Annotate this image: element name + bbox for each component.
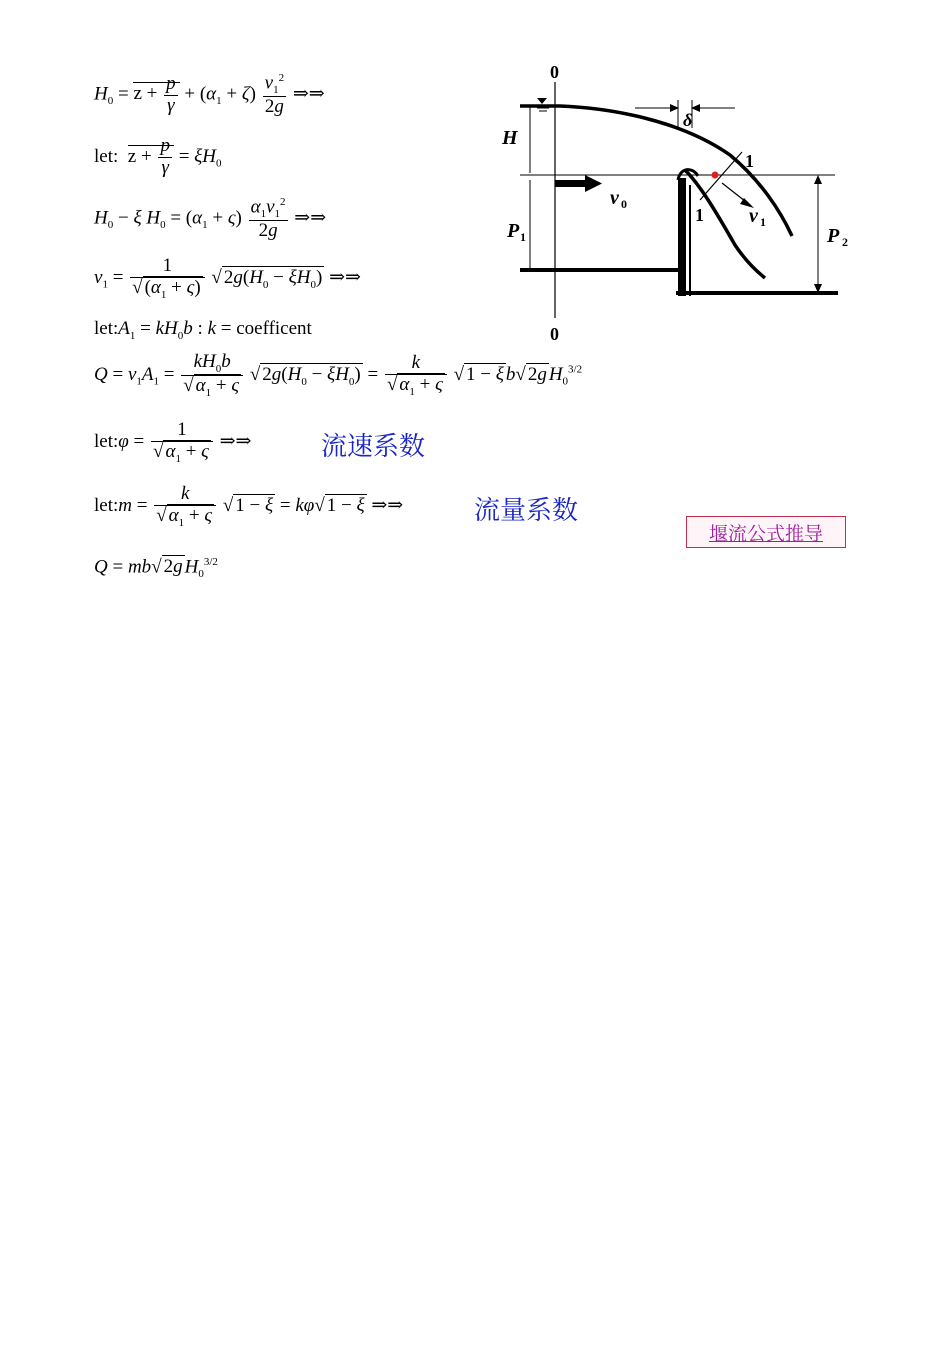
datum-bottom-label: 0: [550, 324, 559, 344]
flow-velocity-coefficient-label: 流速系数: [321, 432, 426, 462]
equation-let-area: $let:A_1 = kH_0b$ : k = coefficent: [94, 318, 312, 342]
section-point: [712, 172, 719, 179]
weir-thickness-label: δ: [683, 110, 693, 130]
weir-formula-derivation-link[interactable]: 堰流公式推导: [686, 516, 846, 548]
weir-plate: [678, 178, 686, 296]
upstream-height-label: P: [507, 220, 520, 242]
discharge-coefficient-label: 流量系数: [474, 496, 579, 526]
downstream-height-sub: 2: [842, 235, 848, 249]
equation-discharge-derivation: $Q = v_1A_1$ = $\frac{kH_0b}{√ \alpha_1 + \varsigma}$ √ $2g(H_0 - \xi H_0)$ = $\frac{k}{√ \alpha_1 + \varsigma}$ √ 1 − ξ b√ 2g $H_0^{3/2}$: [94, 351, 583, 399]
upstream-height-sub: 1: [520, 230, 526, 244]
section-velocity-sub: 1: [760, 215, 766, 229]
approach-velocity-label: v: [610, 187, 619, 209]
head-label: H: [502, 127, 518, 149]
section-velocity-label: v: [749, 205, 758, 227]
water-level-symbol: [537, 98, 547, 104]
equation-head-balance: $H_0 - \xi$ $H_0 = (\alpha_1 + \varsigma)$ $\frac{\alpha_1v_1^2}{2g}$ ⇒⇒: [94, 196, 327, 242]
section-top-label: 1: [745, 151, 754, 171]
equation-weir-formula: Q = mb√ 2g $H_0^{3/2}$: [94, 556, 218, 581]
equation-let-phi: let:φ = $\frac{1}{√ \alpha_1 + \varsigma}$ ⇒⇒: [94, 419, 252, 465]
datum-top-label: 0: [550, 62, 559, 82]
equation-let-pressure-head: let: z + $\frac{p}{\gamma}$ = $\xi H_0$: [94, 135, 222, 178]
equation-total-head: $H_0 = z$ + $\frac{p}{\gamma}$ + $(\alpha_1 + \zeta)$ $\frac{v_1^2}{2g}$ ⇒⇒: [94, 72, 325, 118]
equation-velocity: $v_1$ = $\frac{1}{√ (\alpha_1 + \varsigma)}$ √ $2g(H_0 - \xi H_0)$ ⇒⇒: [94, 255, 361, 301]
equation-let-m: let:m = $\frac{k}{√ \alpha_1 + \varsigma}$ √ 1 − ξ = kφ√ 1 − ξ ⇒⇒: [94, 483, 404, 529]
section-line: [700, 152, 742, 200]
approach-velocity-sub: 0: [621, 197, 627, 211]
approach-arrow: [585, 175, 602, 192]
section-bottom-label: 1: [695, 205, 704, 225]
downstream-height-label: P: [827, 225, 840, 247]
